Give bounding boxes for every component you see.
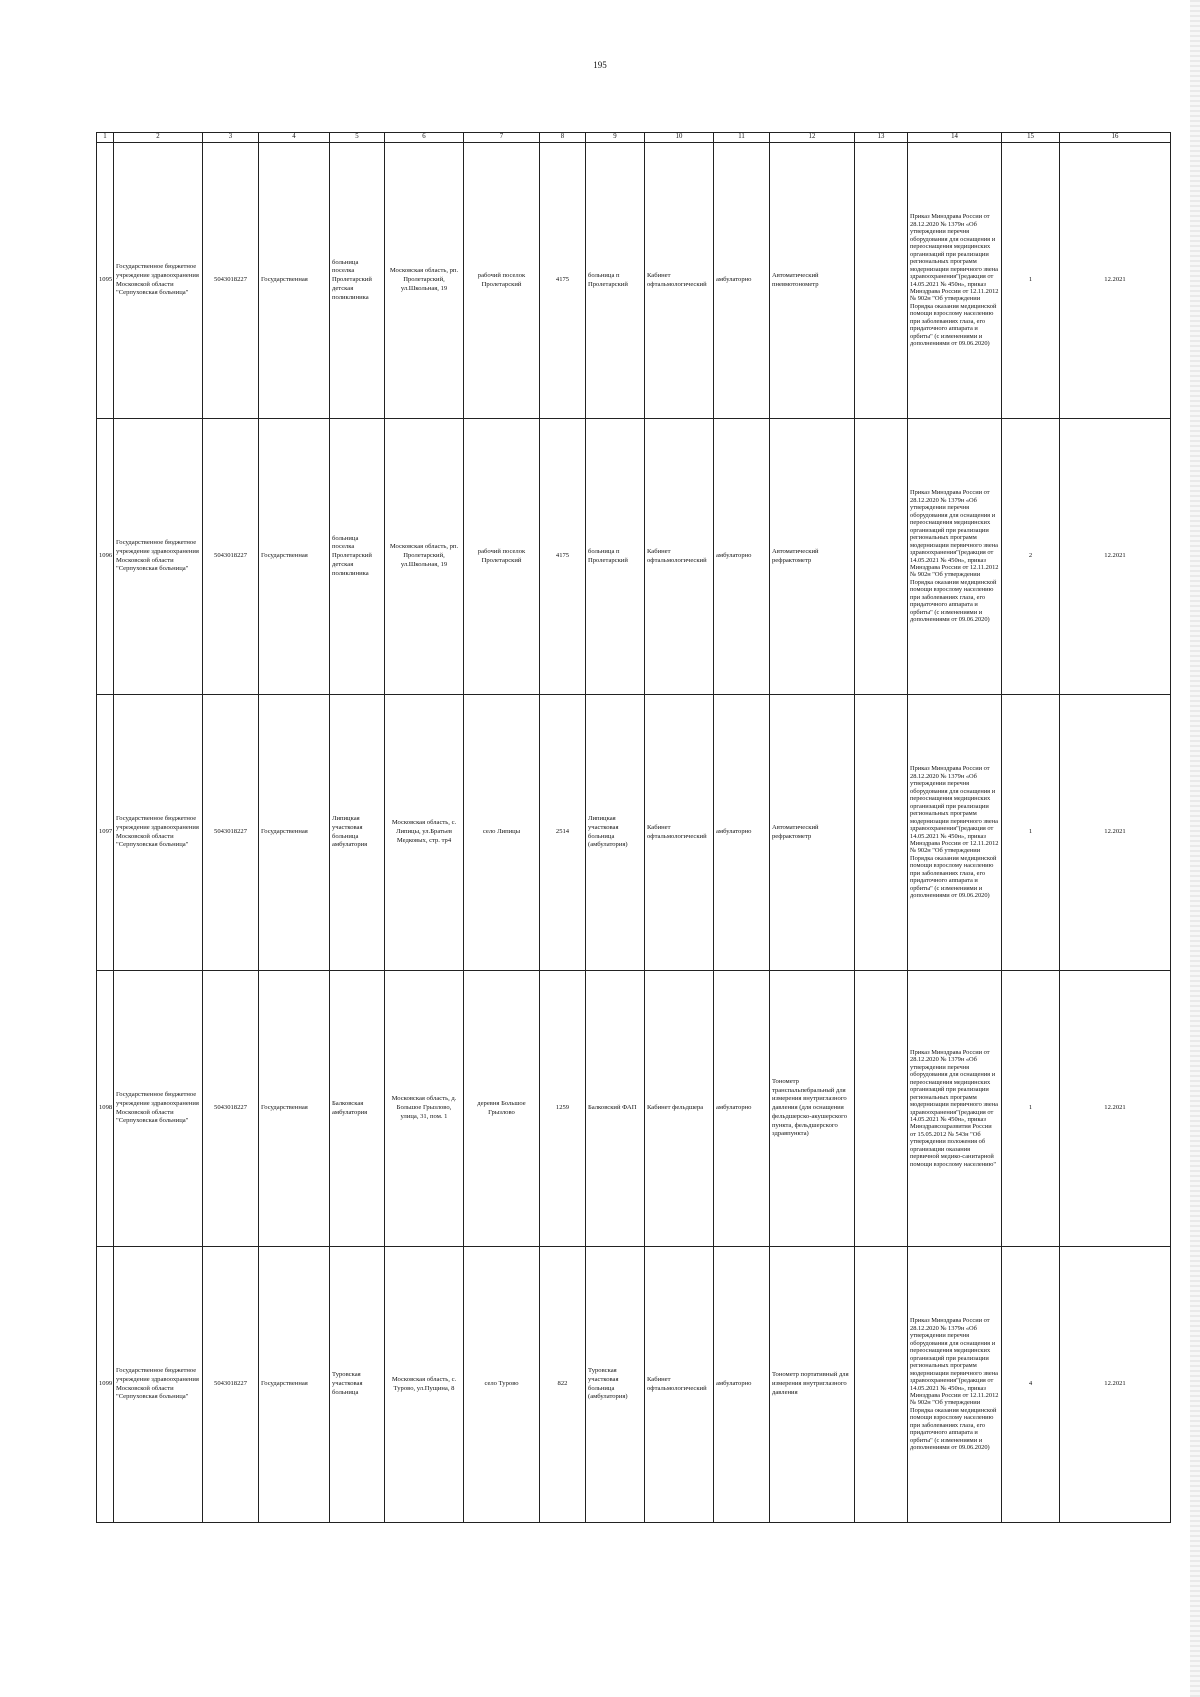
period: 12.2021 [1060,419,1171,695]
page-number: 195 [593,60,607,70]
column-13-cell [855,143,908,419]
department: Кабинет офтальмологический [645,695,714,971]
column-13-cell [855,695,908,971]
ownership-form: Государственная [259,1247,330,1523]
settlement: рабочий поселок Пролетарский [464,419,540,695]
population: 4175 [540,143,586,419]
table-row [97,1247,1171,1523]
population: 1259 [540,971,586,1247]
header-cell-1: 1 [97,133,114,143]
quantity: 1 [1002,143,1060,419]
column-13-cell [855,971,908,1247]
header-cell-11: 11 [714,133,770,143]
settlement: село Турово [464,1247,540,1523]
organization-name: Государственное бюджетное учреждение здравоохранения Московской области "Серпуховская больница" [114,143,203,419]
row-number: 1099 [97,1247,114,1523]
equipment-registry-table [96,132,1171,1523]
header-cell-5: 5 [330,133,385,143]
header-cell-16: 16 [1060,133,1171,143]
column-13-cell [855,419,908,695]
quantity: 1 [1002,971,1060,1247]
care-form: амбулаторно [714,971,770,1247]
facility: Балковский ФАП [586,971,645,1247]
header-cell-4: 4 [259,133,330,143]
facility: больница п Пролетарский [586,143,645,419]
subdivision: Балковская амбулатория [330,971,385,1247]
table-row [97,971,1171,1247]
ownership-form: Государственная [259,695,330,971]
header-cell-7: 7 [464,133,540,143]
header-cell-10: 10 [645,133,714,143]
header-row [97,133,1171,143]
address: Московская область, рп. Пролетарский, ул.Школьная, 19 [385,419,464,695]
address: Московская область, рп. Пролетарский, ул.Школьная, 19 [385,143,464,419]
inn: 5043018227 [203,971,259,1247]
quantity: 1 [1002,695,1060,971]
address: Московская область, с. Турово, ул.Пущина, 8 [385,1247,464,1523]
table-row [97,419,1171,695]
quantity: 4 [1002,1247,1060,1523]
organization-name: Государственное бюджетное учреждение здравоохранения Московской области "Серпуховская больница" [114,1247,203,1523]
inn: 5043018227 [203,143,259,419]
row-number: 1097 [97,695,114,971]
facility: Туровская участковая больница (амбулатория) [586,1247,645,1523]
header-cell-12: 12 [770,133,855,143]
facility: больница п Пролетарский [586,419,645,695]
ownership-form: Государственная [259,971,330,1247]
settlement: село Липицы [464,695,540,971]
settlement: рабочий поселок Пролетарский [464,143,540,419]
period: 12.2021 [1060,695,1171,971]
header-cell-2: 2 [114,133,203,143]
equipment-name: Тонометр портативный для измерения внутриглазного давления [770,1247,855,1523]
table-row [97,143,1171,419]
row-number: 1096 [97,419,114,695]
period: 12.2021 [1060,1247,1171,1523]
column-13-cell [855,1247,908,1523]
quantity: 2 [1002,419,1060,695]
population: 4175 [540,419,586,695]
legal-basis: Приказ Минздрава России от 28.12.2020 № 1379н «Об утверждении перечня оборудования для оснащения и переоснащения медицинских организаций при реализации региональных программ модернизации первичного звена здравоохранения"(редакция от 14.05.2021 № 450н», приказ Минздрава России от 12.11.2012 № 902н "Об утверждении Порядка оказания медицинской помощи взрослому населению при заболеваниях глаза, его придаточного аппарата и орбиты" (с изменениями и дополнениями от 09.06.2020) [908,143,1002,419]
header-cell-15: 15 [1002,133,1060,143]
department: Кабинет фельдшера [645,971,714,1247]
address: Московская область, д. Большое Грызлово, улица, 31, пом. 1 [385,971,464,1247]
subdivision: Липицкая участковая больница амбулатория [330,695,385,971]
department: Кабинет офтальмологический [645,1247,714,1523]
scan-edge-artifact [1190,0,1200,1697]
care-form: амбулаторно [714,143,770,419]
equipment-name: Автоматический рефрактометр [770,419,855,695]
header-cell-13: 13 [855,133,908,143]
equipment-name: Автоматический пневмотонометр [770,143,855,419]
subdivision: больница поселка Пролетарский детская поликлиника [330,143,385,419]
header-cell-6: 6 [385,133,464,143]
organization-name: Государственное бюджетное учреждение здравоохранения Московской области "Серпуховская больница" [114,695,203,971]
facility: Липицкая участковая больница (амбулатория) [586,695,645,971]
period: 12.2021 [1060,143,1171,419]
ownership-form: Государственная [259,419,330,695]
equipment-name: Тонометр транспальпебральный для измерения внутриглазного давления (для оснащения фельдшерско-акушерского пункта, фельдшерского здравпункта) [770,971,855,1247]
period: 12.2021 [1060,971,1171,1247]
header-cell-8: 8 [540,133,586,143]
organization-name: Государственное бюджетное учреждение здравоохранения Московской области "Серпуховская больница" [114,419,203,695]
inn: 5043018227 [203,419,259,695]
settlement: деревня Большое Грызлово [464,971,540,1247]
address: Московская область, с. Липицы, ул.Братьев Медковых, стр. тр4 [385,695,464,971]
population: 822 [540,1247,586,1523]
ownership-form: Государственная [259,143,330,419]
subdivision: больница поселка Пролетарский детская поликлиника [330,419,385,695]
header-cell-3: 3 [203,133,259,143]
inn: 5043018227 [203,1247,259,1523]
equipment-name: Автоматический рефрактометр [770,695,855,971]
table-row [97,695,1171,971]
care-form: амбулаторно [714,1247,770,1523]
legal-basis: Приказ Минздрава России от 28.12.2020 № 1379н «Об утверждении перечня оборудования для оснащения и переоснащения медицинских организаций при реализации региональных программ модернизации первичного звена здравоохранения"(редакция от 14.05.2021 № 450н», приказ Минздрава России от 12.11.2012 № 902н "Об утверждении Порядка оказания медицинской помощи взрослому населению при заболеваниях глаза, его придаточного аппарата и орбиты" (с изменениями и дополнениями от 09.06.2020) [908,695,1002,971]
department: Кабинет офтальмологический [645,143,714,419]
organization-name: Государственное бюджетное учреждение здравоохранения Московской области "Серпуховская больница" [114,971,203,1247]
legal-basis: Приказ Минздрава России от 28.12.2020 № 1379н «Об утверждении перечня оборудования для оснащения и переоснащения медицинских организаций при реализации региональных программ модернизации первичного звена здравоохранения"(редакция от 14.05.2021 № 450н», приказ Минздрава России от 12.11.2012 № 902н "Об утверждении Порядка оказания медицинской помощи взрослому населению при заболеваниях глаза, его придаточного аппарата и орбиты" (с изменениями и дополнениями от 09.06.2020) [908,419,1002,695]
subdivision: Туровская участковая больница [330,1247,385,1523]
department: Кабинет офтальмологический [645,419,714,695]
population: 2514 [540,695,586,971]
inn: 5043018227 [203,695,259,971]
row-number: 1095 [97,143,114,419]
legal-basis: Приказ Минздрава России от 28.12.2020 № 1379н «Об утверждении перечня оборудования для оснащения и переоснащения медицинских организаций при реализации региональных программ модернизации первичного звена здравоохранения"(редакция от 14.05.2021 № 450н», приказ Минздрава России от 12.11.2012 № 902н "Об утверждении Порядка оказания медицинской помощи взрослому населению при заболеваниях глаза, его придаточного аппарата и орбиты" (с изменениями и дополнениями от 09.06.2020) [908,1247,1002,1523]
care-form: амбулаторно [714,695,770,971]
care-form: амбулаторно [714,419,770,695]
header-cell-14: 14 [908,133,1002,143]
legal-basis: Приказ Минздрава России от 28.12.2020 № 1379н «Об утверждении перечня оборудования для оснащения и переоснащения медицинских организаций при реализации региональных программ модернизации первичного звена здравоохранения"(редакция от 14.05.2021 № 450н», приказ Минздравсоцразвития России от 15.05.2012 № 543н "Об утверждении положения об организации оказания первичной медико-санитарной помощи взрослому населению" [908,971,1002,1247]
header-cell-9: 9 [586,133,645,143]
row-number: 1098 [97,971,114,1247]
